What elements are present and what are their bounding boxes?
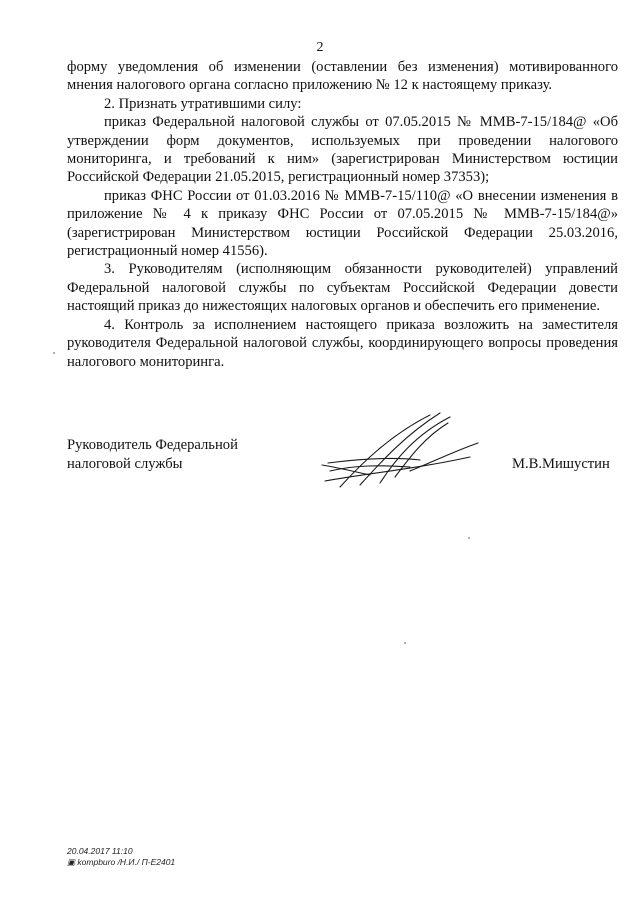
disk-icon: ▣ (67, 857, 76, 867)
paragraph-2: 2. Признать утратившими силу: (104, 95, 302, 112)
footer-timestamp: 20.04.2017 11:10 (67, 846, 133, 856)
signatory-position-line1: Руководитель Федеральной (67, 437, 238, 453)
signatory-position (67, 436, 238, 474)
scan-speck (53, 352, 55, 354)
footer-author: kompburo /Н.И./ П-Е2401 (77, 857, 176, 867)
scan-speck (404, 642, 406, 644)
handwritten-signature (300, 405, 490, 500)
paragraph-5: 3. Руководителям (исполняющим обязанности руководителей) управлений Федеральной налоговой службы по субъектам Российской Федерации довести настоящий приказ до нижестоящих налоговых органов и обеспечить его применение. (67, 261, 618, 315)
signatory-position-line2: налоговой службы (67, 456, 183, 472)
paragraph-3: приказ Федеральной налоговой службы от 07.05.2015 № ММВ-7-15/184@ «Об утверждении форм документов, используемых при проведении налогового мониторинга, и требований к ним» (зарегистрирован Министерством юстиции Российской Федерации 21.05.2015, регистрационный номер 37353); (67, 114, 618, 186)
paragraph-6: 4. Контроль за исполнением настоящего приказа возложить на заместителя руководителя Федеральной налоговой службы, координирующего вопросы проведения налогового мониторинга. (67, 316, 618, 370)
paragraph-1: форму уведомления об изменении (оставлении без изменения) мотивированного мнения налогового органа согласно приложению № 12 к настоящему приказу. (67, 59, 618, 94)
scan-speck (468, 537, 470, 539)
page-number: 2 (316, 40, 324, 55)
footer-meta (67, 846, 175, 868)
signatory-name: М.В.Мишустин (512, 456, 610, 472)
paragraph-4: приказ ФНС России от 01.03.2016 № ММВ-7-15/110@ «О внесении изменения в приложение № 4 к приказу ФНС России от 07.05.2015 № ММВ-7-15/184@» (зарегистрирован Министерством юстиции Российской Федерации 25.03.2016, регистрационный номер 41556). (67, 187, 618, 260)
footer-author-line (67, 857, 175, 868)
document-body (67, 58, 618, 371)
